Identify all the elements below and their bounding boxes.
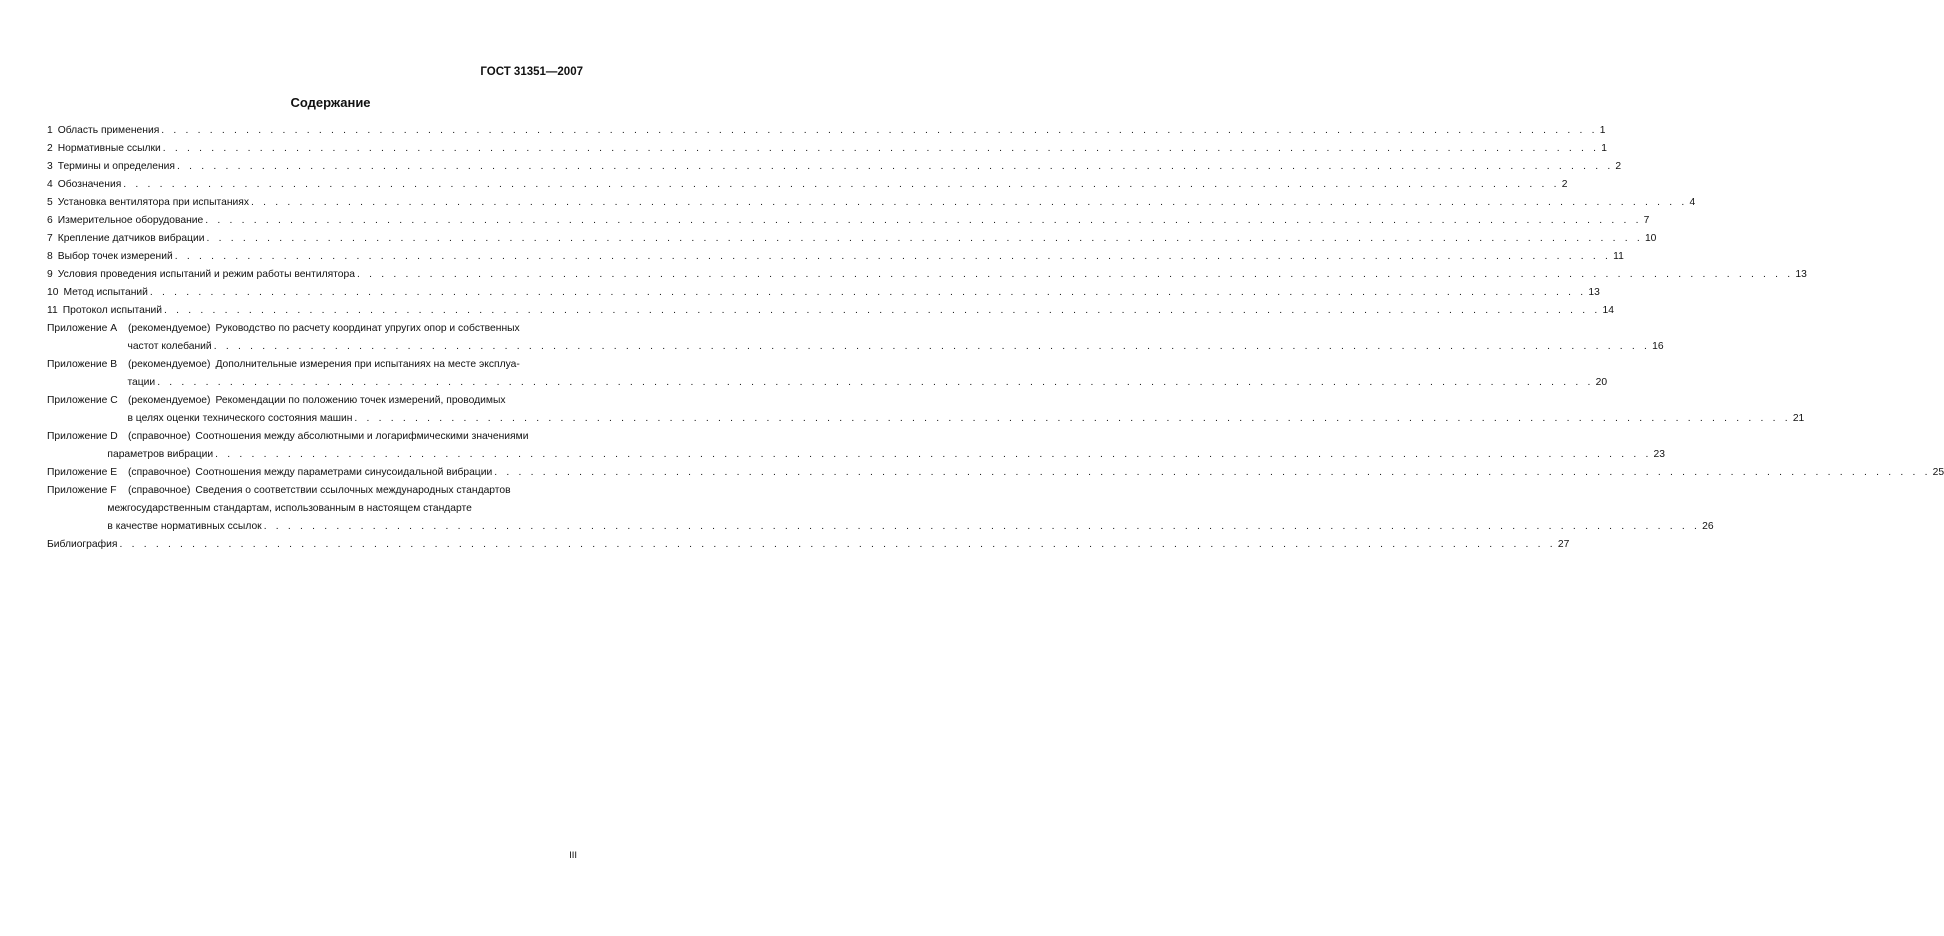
- toc-leader: [264, 518, 1700, 536]
- toc-leader: [177, 158, 1613, 176]
- appendix-last-line: [127, 374, 1607, 392]
- toc-number: 6: [47, 215, 53, 226]
- appendix-title-line: параметров вибрации: [107, 449, 214, 460]
- appendix-title-line: межгосударственным стандартам, использованным в настоящем стандарте: [107, 503, 472, 514]
- toc-row-section[interactable]: [47, 302, 1614, 320]
- toc-page: 20: [1595, 377, 1608, 388]
- appendix-name: Приложение В: [47, 359, 118, 370]
- appendix-title-line: в целях оценки технического состояния машин: [127, 413, 353, 424]
- toc-page: 1: [1599, 125, 1606, 136]
- toc-label: Термины и определения: [57, 161, 175, 172]
- appendix-name: Приложение А: [47, 323, 118, 334]
- toc-page: 1: [1601, 143, 1607, 154]
- toc-number: 8: [47, 251, 53, 262]
- toc-leader: [494, 464, 1930, 482]
- appendix-last-line: [107, 446, 1665, 464]
- appendix-name: Приложение С: [47, 395, 118, 406]
- appendix-title-line: в качестве нормативных ссылок: [107, 521, 262, 532]
- toc-leader: [175, 248, 1611, 266]
- toc-leader: [123, 176, 1559, 194]
- appendix-category: (справочное): [128, 467, 191, 478]
- appendix-category: (справочное): [128, 431, 191, 442]
- appendix-last-line: [127, 410, 1804, 428]
- toc-number: 7: [47, 233, 53, 244]
- appendix-title-line: Сведения о соответствии ссылочных международных стандартов: [195, 485, 511, 496]
- toc-leader: [214, 338, 1650, 356]
- appendix-last-line: [107, 518, 1713, 536]
- appendix-title-line: Соотношения между абсолютными и логарифмическими значениями: [195, 431, 529, 442]
- toc-leader: [157, 374, 1593, 392]
- toc-row-section[interactable]: [47, 266, 1807, 284]
- appendix-last-line: [195, 464, 1944, 482]
- toc-row-appendix[interactable]: [47, 356, 1608, 392]
- toc-page: 7: [1643, 215, 1650, 226]
- toc-page: 2: [1615, 161, 1622, 172]
- table-of-contents: [47, 122, 1944, 554]
- toc-page: 13: [1795, 269, 1807, 280]
- page-title: Содержание: [290, 95, 371, 110]
- appendix-name: Приложение F: [47, 485, 117, 496]
- toc-leader: [161, 122, 1597, 140]
- toc-label: Область применения: [57, 125, 160, 136]
- appendix-last-line: [127, 338, 1663, 356]
- toc-leader: [205, 212, 1641, 230]
- toc-leader: [119, 536, 1555, 554]
- toc-row-appendix[interactable]: [47, 320, 1664, 356]
- appendix-name: Приложение Е: [47, 467, 118, 478]
- appendix-category: (рекомендуемое): [128, 359, 211, 370]
- toc-leader: [207, 230, 1643, 248]
- toc-label: Метод испытаний: [63, 287, 148, 298]
- appendix-name: Приложение D: [47, 431, 118, 442]
- toc-leader: [354, 410, 1790, 428]
- toc-leader: [150, 284, 1586, 302]
- appendix-title-line: Дополнительные измерения при испытаниях на месте эксплуа-: [215, 359, 520, 370]
- appendix-title-line: тации: [127, 377, 156, 388]
- appendix-title-line: Соотношения между параметрами синусоидальной вибрации: [195, 467, 493, 478]
- toc-leader: [251, 194, 1687, 212]
- toc-number: 5: [47, 197, 53, 208]
- toc-number: 11: [47, 305, 58, 316]
- toc-page: 21: [1792, 413, 1805, 424]
- toc-row-section[interactable]: [47, 284, 1600, 302]
- toc-label: Установка вентилятора при испытаниях: [57, 197, 250, 208]
- toc-number: 1: [47, 125, 53, 136]
- toc-number: 9: [47, 269, 53, 280]
- toc-number: 2: [47, 143, 53, 154]
- toc-row-appendix[interactable]: [47, 428, 1665, 464]
- appendix-title-line: частот колебаний: [127, 341, 212, 352]
- toc-page: 16: [1652, 341, 1664, 352]
- document-header: ГОСТ 31351—2007: [480, 66, 583, 78]
- toc-number: 4: [47, 179, 53, 190]
- toc-row-section[interactable]: [47, 122, 1606, 140]
- toc-row-appendix[interactable]: [47, 392, 1805, 428]
- toc-page: 4: [1689, 197, 1696, 208]
- toc-row-section[interactable]: [47, 194, 1696, 212]
- toc-row-section[interactable]: [47, 158, 1622, 176]
- toc-leader: [163, 140, 1599, 158]
- toc-label: Библиография: [47, 539, 118, 550]
- appendix-category: (справочное): [128, 485, 191, 496]
- toc-row-section[interactable]: [47, 140, 1607, 158]
- toc-number: 3: [47, 161, 53, 172]
- appendix-category: (рекомендуемое): [128, 395, 211, 406]
- toc-number: 10: [47, 287, 59, 298]
- toc-label: Нормативные ссылки: [57, 143, 161, 154]
- toc-label: Измерительное оборудование: [57, 215, 204, 226]
- toc-row-appendix[interactable]: [47, 464, 1944, 482]
- toc-row-appendix[interactable]: [47, 482, 1714, 536]
- appendix-title-line: Рекомендации по положению точек измерений, проводимых: [215, 395, 506, 406]
- toc-page: 11: [1613, 251, 1624, 262]
- appendix-category: (рекомендуемое): [128, 323, 211, 334]
- toc-page: 13: [1588, 287, 1600, 298]
- toc-label: Условия проведения испытаний и режим работы вентилятора: [57, 269, 355, 280]
- page-number: III: [569, 850, 577, 861]
- toc-label: Крепление датчиков вибрации: [57, 233, 205, 244]
- toc-row-section[interactable]: [47, 212, 1650, 230]
- toc-page: 23: [1653, 449, 1665, 460]
- appendix-title-line: Руководство по расчету координат упругих опор и собственных: [215, 323, 520, 334]
- toc-label: Обозначения: [57, 179, 122, 190]
- toc-row-section[interactable]: [47, 230, 1657, 248]
- toc-page: 25: [1932, 467, 1944, 478]
- toc-row-section[interactable]: [47, 176, 1568, 194]
- toc-page: 2: [1561, 179, 1568, 190]
- toc-label: Протокол испытаний: [62, 305, 163, 316]
- toc-page: 26: [1702, 521, 1714, 532]
- toc-page: 10: [1644, 233, 1657, 244]
- toc-leader: [164, 302, 1600, 320]
- toc-leader: [357, 266, 1793, 284]
- toc-leader: [215, 446, 1651, 464]
- toc-page: 14: [1602, 305, 1614, 316]
- toc-page: 27: [1557, 539, 1570, 550]
- toc-row-bibliography[interactable]: [47, 536, 1570, 554]
- toc-label: Выбор точек измерений: [57, 251, 173, 262]
- toc-row-section[interactable]: [47, 248, 1624, 266]
